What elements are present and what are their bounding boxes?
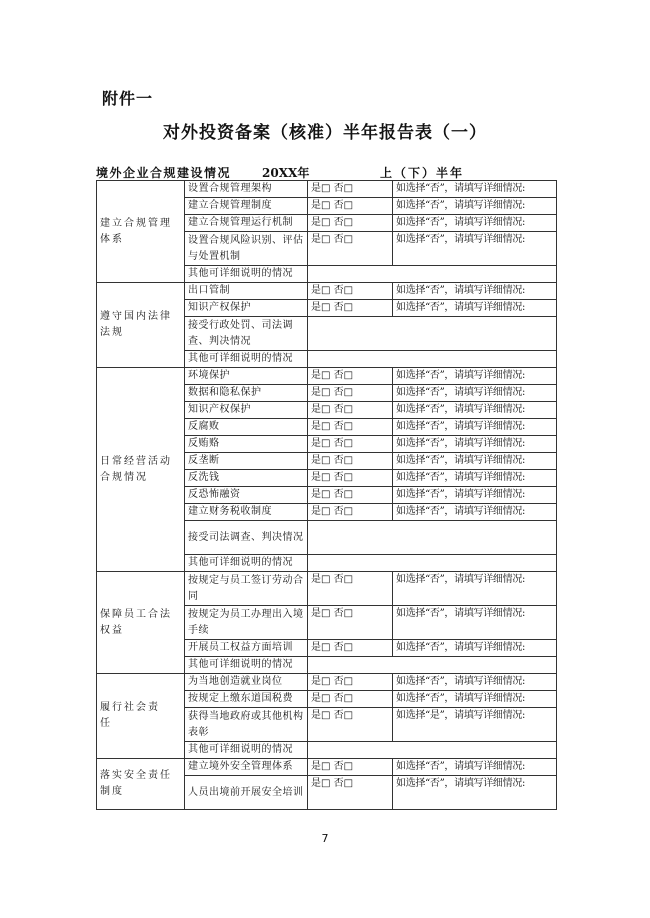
detail-note-cell[interactable]: 如选择“否”，请填写详细情况: [393, 453, 557, 470]
category-cell [97, 368, 185, 572]
detail-input-cell[interactable] [308, 657, 557, 674]
item-cell: 按规定为员工办理出入境手续 [185, 606, 308, 640]
yes-no-checkbox-cell[interactable]: 是□ 否□ [308, 368, 393, 385]
yes-no-checkbox-cell[interactable]: 是□ 否□ [308, 674, 393, 691]
yes-no-checkbox-cell[interactable]: 是□ 否□ [308, 215, 393, 232]
item-cell: 反恐怖融资 [185, 487, 308, 504]
detail-note-cell[interactable]: 如选择“否”，请填写详细情况: [393, 572, 557, 606]
detail-note-cell[interactable]: 如选择“否”，请填写详细情况: [393, 436, 557, 453]
table-row [97, 674, 557, 691]
detail-note-cell[interactable]: 如选择“否”，请填写详细情况: [393, 470, 557, 487]
detail-note-cell[interactable]: 如选择“否”，请填写详细情况: [393, 776, 557, 810]
yes-no-checkbox-cell[interactable]: 是□ 否□ [308, 691, 393, 708]
item-cell: 建立合规管理运行机制 [185, 215, 308, 232]
yes-no-checkbox-cell[interactable]: 是□ 否□ [308, 232, 393, 266]
item-cell: 人员出境前开展安全培训 [185, 776, 308, 810]
detail-note-cell[interactable]: 如选择“否”，请填写详细情况: [393, 385, 557, 402]
detail-input-cell[interactable] [308, 351, 557, 368]
yes-no-checkbox-cell[interactable]: 是□ 否□ [308, 283, 393, 300]
category-cell [97, 572, 185, 674]
item-cell: 反洗钱 [185, 470, 308, 487]
yes-no-checkbox-cell[interactable]: 是□ 否□ [308, 504, 393, 521]
detail-note-cell[interactable]: 如选择“否”，请填写详细情况: [393, 691, 557, 708]
yes-no-checkbox-cell[interactable]: 是□ 否□ [308, 198, 393, 215]
table-row [97, 181, 557, 198]
item-cell: 其他可详细说明的情况 [185, 742, 308, 759]
compliance-report-table [96, 180, 557, 810]
item-cell: 其他可详细说明的情况 [185, 351, 308, 368]
item-cell: 建立合规管理制度 [185, 198, 308, 215]
item-cell: 环境保护 [185, 368, 308, 385]
category-cell [97, 181, 185, 283]
yes-no-checkbox-cell[interactable]: 是□ 否□ [308, 487, 393, 504]
yes-no-checkbox-cell[interactable]: 是□ 否□ [308, 606, 393, 640]
yes-no-checkbox-cell[interactable]: 是□ 否□ [308, 385, 393, 402]
item-cell: 反垄断 [185, 453, 308, 470]
detail-note-cell[interactable]: 如选择“否”，请填写详细情况: [393, 368, 557, 385]
detail-note-cell[interactable]: 如选择“否”，请填写详细情况: [393, 504, 557, 521]
category-label: 保障员工合法权益 [100, 608, 172, 636]
item-cell: 知识产权保护 [185, 300, 308, 317]
yes-no-checkbox-cell[interactable]: 是□ 否□ [308, 300, 393, 317]
table-row [97, 572, 557, 606]
detail-note-cell[interactable]: 如选择“否”，请填写详细情况: [393, 215, 557, 232]
category-label: 遵守国内法律法规 [100, 311, 172, 338]
detail-note-cell[interactable]: 如选择“否”，请填写详细情况: [393, 606, 557, 640]
category-cell [97, 283, 185, 368]
category-label: 履行社会责任 [100, 702, 160, 729]
item-cell: 反腐败 [185, 419, 308, 436]
section-heading-company-compliance: 境外企业合规建设情况 [96, 166, 232, 180]
report-year: 20XX年 [262, 166, 310, 180]
detail-note-cell[interactable]: 如选择“否”，请填写详细情况: [393, 419, 557, 436]
detail-input-cell[interactable] [308, 317, 557, 351]
report-title: 对外投资备案（核准）半年报告表（一） [163, 123, 487, 143]
yes-no-checkbox-cell[interactable]: 是□ 否□ [308, 453, 393, 470]
item-cell: 获得当地政府或其他机构表彰 [185, 708, 308, 742]
detail-note-cell[interactable]: 如选择“否”，请填写详细情况: [393, 640, 557, 657]
yes-no-checkbox-cell[interactable]: 是□ 否□ [308, 640, 393, 657]
item-cell: 其他可详细说明的情况 [185, 555, 308, 572]
item-cell: 其他可详细说明的情况 [185, 657, 308, 674]
yes-no-checkbox-cell[interactable]: 是□ 否□ [308, 776, 393, 810]
item-cell: 反贿赂 [185, 436, 308, 453]
appendix-label: 附件一 [102, 89, 154, 108]
yes-no-checkbox-cell[interactable]: 是□ 否□ [308, 572, 393, 606]
item-cell: 按规定上缴东道国税费 [185, 691, 308, 708]
detail-input-cell[interactable] [308, 555, 557, 572]
category-cell [97, 674, 185, 759]
table-row [97, 283, 557, 300]
yes-no-checkbox-cell[interactable]: 是□ 否□ [308, 436, 393, 453]
table-row [97, 368, 557, 385]
yes-no-checkbox-cell[interactable]: 是□ 否□ [308, 759, 393, 776]
detail-note-cell[interactable]: 如选择“否”，请填写详细情况: [393, 759, 557, 776]
item-cell: 设置合规管理架构 [185, 181, 308, 198]
item-cell: 建立境外安全管理体系 [185, 759, 308, 776]
page-number: 7 [321, 832, 329, 845]
detail-note-cell[interactable]: 如选择“否”，请填写详细情况: [393, 181, 557, 198]
category-label: 建立合规管理体系 [100, 217, 172, 245]
report-half-year: 上（下）半年 [380, 166, 465, 180]
item-cell: 接受司法调查、判决情况 [185, 521, 308, 555]
item-cell: 出口管制 [185, 283, 308, 300]
category-cell [97, 759, 185, 810]
item-cell: 接受行政处罚、司法调查、判决情况 [185, 317, 308, 351]
item-cell: 为当地创造就业岗位 [185, 674, 308, 691]
item-cell: 其他可详细说明的情况 [185, 266, 308, 283]
item-cell: 知识产权保护 [185, 402, 308, 419]
detail-note-cell[interactable]: 如选择“否”，请填写详细情况: [393, 300, 557, 317]
item-cell: 按规定与员工签订劳动合同 [185, 572, 308, 606]
detail-note-cell[interactable]: 如选择“否”，请填写详细情况: [393, 232, 557, 266]
detail-input-cell[interactable] [308, 742, 557, 759]
detail-input-cell[interactable] [308, 521, 557, 555]
detail-note-cell[interactable]: 如选择“否”，请填写详细情况: [393, 283, 557, 300]
detail-note-cell[interactable]: 如选择“是”，请填写详细情况: [393, 708, 557, 742]
yes-no-checkbox-cell[interactable]: 是□ 否□ [308, 470, 393, 487]
yes-no-checkbox-cell[interactable]: 是□ 否□ [308, 181, 393, 198]
detail-note-cell[interactable]: 如选择“否”，请填写详细情况: [393, 674, 557, 691]
item-cell: 数据和隐私保护 [185, 385, 308, 402]
table-row [97, 759, 557, 776]
yes-no-checkbox-cell[interactable]: 是□ 否□ [308, 419, 393, 436]
category-label: 落实安全责任制度 [100, 770, 172, 797]
item-cell: 开展员工权益方面培训 [185, 640, 308, 657]
yes-no-checkbox-cell[interactable]: 是□ 否□ [308, 402, 393, 419]
item-cell: 建立财务税收制度 [185, 504, 308, 521]
report-table-body [97, 181, 557, 810]
detail-input-cell[interactable] [308, 266, 557, 283]
detail-note-cell[interactable]: 如选择“否”，请填写详细情况: [393, 402, 557, 419]
item-cell: 设置合规风险识别、评估与处置机制 [185, 232, 308, 266]
category-label: 日常经营活动合规情况 [100, 455, 172, 483]
detail-note-cell[interactable]: 如选择“否”，请填写详细情况: [393, 198, 557, 215]
detail-note-cell[interactable]: 如选择“否”，请填写详细情况: [393, 487, 557, 504]
yes-no-checkbox-cell[interactable]: 是□ 否□ [308, 708, 393, 742]
